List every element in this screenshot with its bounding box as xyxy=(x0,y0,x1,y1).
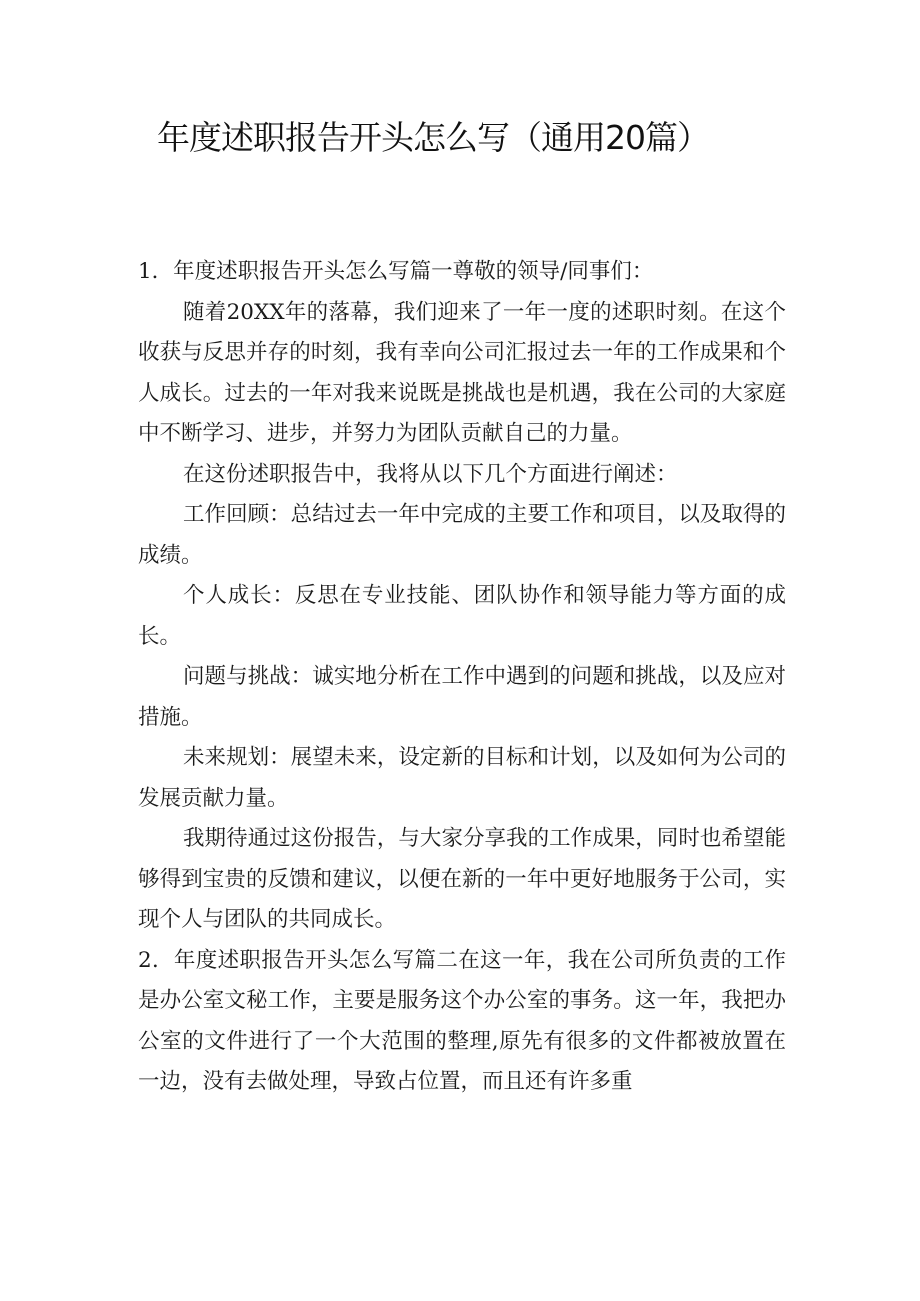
paragraph-3: 在这份述职报告中，我将从以下几个方面进行阐述： xyxy=(183,461,678,487)
paragraph-5: 个人成长：反思在专业技能、团队协作和领导能力等方面的成长。 xyxy=(138,583,786,649)
paragraph-4: 工作回顾：总结过去一年中完成的主要工作和项目，以及取得的成绩。 xyxy=(138,502,786,568)
document-body xyxy=(138,252,786,1103)
paragraph-9: 2．年度述职报告开头怎么写篇二在这一年，我在公司所负责的工作是办公室文秘工作，主要是服务这个办公室的事务。这一年，我把办公室的文件进行了一个大范围的整理,原先有很多的文件都被放置在一边，没有去做处理，导致占位置，而且还有许多重 xyxy=(138,947,786,1094)
paragraph-7: 未来规划：展望未来，设定新的目标和计划，以及如何为公司的发展贡献力量。 xyxy=(138,745,786,811)
paragraph-1: 1．年度述职报告开头怎么写篇一尊敬的领导/同事们： xyxy=(138,259,654,284)
paragraph-8: 我期待通过这份报告，与大家分享我的工作成果，同时也希望能够得到宝贵的反馈和建议，以便在新的一年中更好地服务于公司，实现个人与团队的共同成长。 xyxy=(138,826,786,932)
paragraph-2: 随着20XX年的落幕，我们迎来了一年一度的述职时刻。在这个收获与反思并存的时刻，我有幸向公司汇报过去一年的工作成果和个人成长。过去的一年对我来说既是挑战也是机遇，我在公司的大家庭中不断学习、进步，并努力为团队贡献自己的力量。 xyxy=(138,299,786,446)
paragraph-6: 问题与挑战：诚实地分析在工作中遇到的问题和挑战，以及应对措施。 xyxy=(138,664,786,730)
document-title: 年度述职报告开头怎么写（通用20篇） xyxy=(157,118,709,157)
